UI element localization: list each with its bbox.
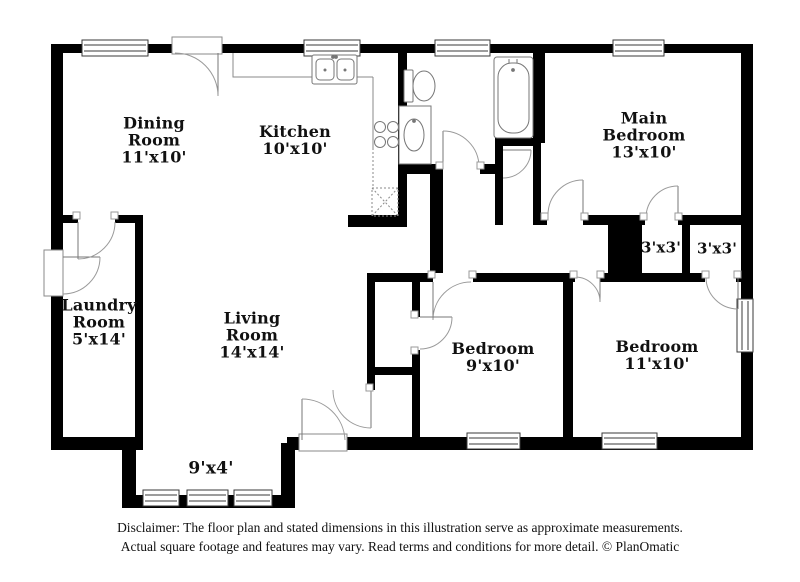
door-swing [433,282,471,320]
window [737,299,753,352]
room-dims: 9'x10' [466,356,520,375]
door-swing [706,277,738,309]
room-label-main-bedroom [603,110,686,161]
room-label-laundry [61,297,136,348]
disclaimer-line-1: Disclaimer: The floor plan and stated dimensions in this illustration serve as approximate measurements. [117,520,683,535]
room-name: Room [225,325,279,345]
window [304,40,360,56]
room-name: Living [223,308,281,328]
wall-closets-bottom [600,273,705,282]
room-name: Bedroom [451,339,535,358]
door-swing [575,277,600,302]
door-swing [420,317,452,349]
wall-openings [51,44,344,450]
wall-bath-mainbed [533,53,545,143]
door-swing [548,180,583,215]
disclaimer [0,519,800,556]
window [187,490,228,506]
stove-icon [375,122,399,148]
window [143,490,179,506]
window [435,40,490,56]
room-name: Main [620,108,668,128]
closet-label-right [697,241,737,258]
door-swing [503,150,531,178]
wall-linen-left [495,140,503,225]
door-swing [333,390,371,428]
room-label-kitchen [259,123,331,157]
room-name: Dining [123,113,185,133]
room-dims: 3'x3' [696,239,738,258]
window [467,433,520,449]
room-name: Laundry [61,295,137,315]
door-frames [44,37,347,451]
room-label-bedroom-11x10 [616,338,699,372]
room-dims: 11'x10' [121,147,187,167]
window [602,433,657,449]
entry-door-frame [299,434,347,451]
wall-nook-right [281,443,295,502]
wall-bed9-closet-e2 [412,350,420,437]
room-dims: 11'x10' [624,354,690,373]
room-label-living [219,310,284,361]
door-swing [78,222,115,259]
door-swing [646,186,678,218]
laundry-door-frame [44,250,63,296]
wall-right [741,44,753,450]
closet-label-left [641,240,681,257]
bathtub-icon [494,57,533,138]
room-label-dining [121,115,186,166]
room-dims: 10'x10' [262,139,328,158]
wall-bed9-closet-w [367,282,375,367]
door-swing [63,257,100,294]
wall-linen-right [533,143,541,225]
room-dims: 3'x3' [640,238,682,257]
room-name: Kitchen [259,122,331,141]
window [234,490,272,506]
room-dims: 13'x10' [611,142,677,162]
window [82,40,148,56]
door-swing [175,53,218,96]
wall-closet-divider [682,218,690,277]
refrigerator-icon [372,188,398,216]
room-name: Room [72,312,126,332]
room-name: Room [127,130,181,150]
room-name: Bedroom [602,125,686,145]
wall-bed9-top-w [367,273,433,282]
room-name: Bedroom [615,337,699,356]
wall-hall-closet-block [608,218,642,277]
room-dims: 14'x14' [219,342,285,362]
wall-bedroom-divider [563,282,573,437]
window [613,40,664,56]
front-door-frame [172,37,222,54]
nook-label [188,458,234,479]
wall-bed9-top-e [473,273,575,282]
room-dims: 9'x4' [188,458,234,479]
door-swing [443,131,479,167]
disclaimer-line-2: Actual square footage and features may vary. Read terms and conditions for more detail. © PlanOmatic [120,538,680,554]
vanity-sink-icon [399,106,431,164]
room-label-bedroom-9x10 [452,340,535,374]
room-dims: 5'x14' [72,329,126,349]
kitchen-sink-icon [312,55,357,84]
wall-hall-west [430,174,443,273]
wall-left [51,44,63,450]
toilet-icon [404,70,435,102]
